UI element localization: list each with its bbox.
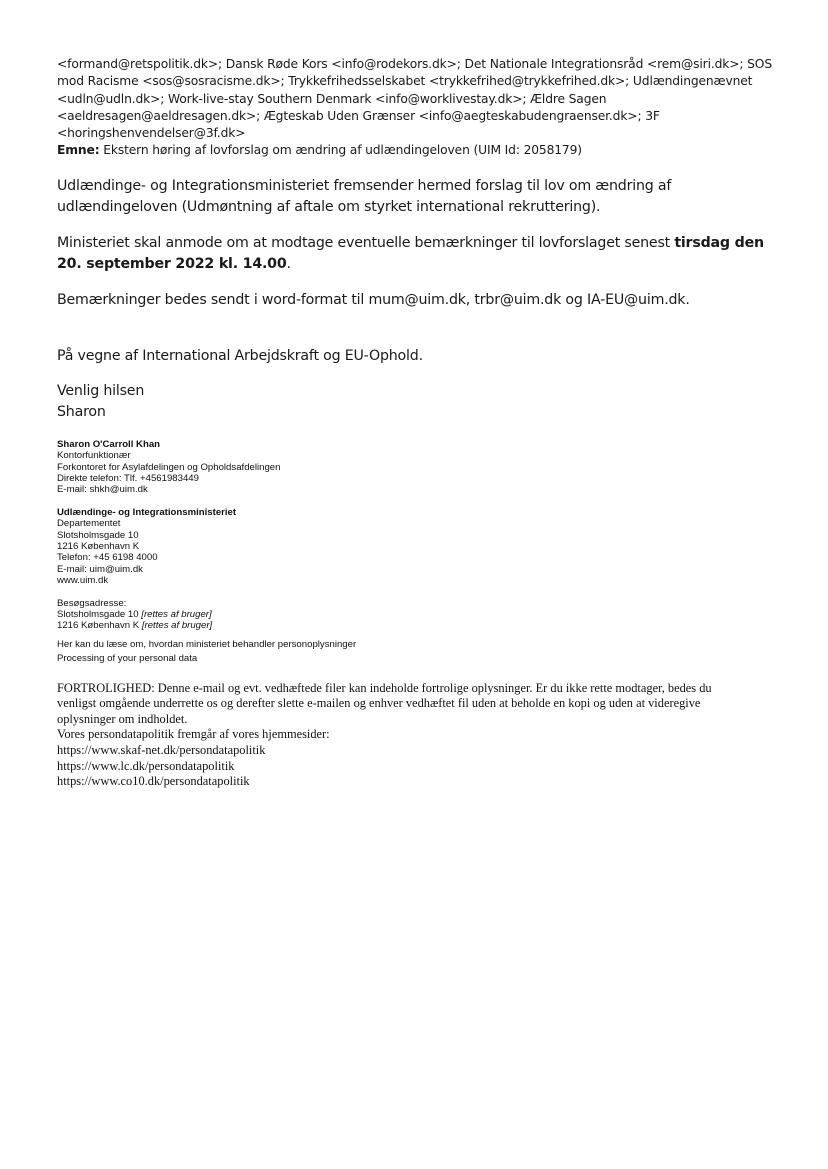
visit-city-note: [rettes af bruger]: [141, 620, 213, 632]
organization-email: E-mail: uim@uim.dk: [57, 563, 143, 575]
deadline-date: tirsdag den 20. september 2022 kl. 14.00: [57, 234, 764, 273]
visit-street-note: [rettes af bruger]: [141, 609, 212, 621]
organization-website: www.uim.dk: [57, 575, 109, 587]
subject-line: [57, 142, 777, 159]
visit-city-text: 1216 København K: [57, 620, 140, 632]
organization-department: Departementet: [57, 518, 121, 530]
deadline-suffix: .: [286, 256, 291, 273]
visit-address-street: [57, 609, 777, 620]
legal-line: FORTROLIGHED: Denne e-mail og evt. vedhæftede filer kan indeholde fortrolige oplysninger. Er du ikke rette modtager, bedes du: [57, 680, 712, 695]
deadline-intro: Ministeriet skal anmode om at modtage eventuelle bemærkninger til lovforslaget senest: [57, 234, 675, 251]
email-header: [57, 56, 777, 160]
signature-direct-phone: Direkte telefon: Tlf. +4561983449: [57, 473, 199, 484]
signature-name: Sharon O'Carroll Khan: [57, 438, 161, 450]
email-document: [57, 56, 777, 790]
signature-email: E-mail: shkh@uim.dk: [57, 484, 148, 496]
organization-street: Slotsholmsgade 10: [57, 529, 139, 541]
subject-value: Ekstern høring af lovforslag om ændring af udlændingeloven (UIM Id: 2058179): [103, 143, 582, 158]
organization-name: Udlændinge- og Integrationsministeriet: [57, 506, 237, 518]
organization-city: 1216 København K: [57, 541, 140, 553]
privacy-policy-link[interactable]: https://www.co10.dk/persondatapolitik: [57, 774, 250, 789]
recipients-line: <aeldresagen@aeldresagen.dk>; Ægteskab Uden Grænser <info@aegteskabudengraenser.dk>; 3F: [57, 108, 660, 123]
confidentiality-notice: [57, 681, 777, 790]
legal-line: Vores persondatapolitik fremgår af vores hjemmesider:: [57, 727, 330, 742]
on-behalf-line: På vegne af International Arbejdskraft og EU-Ophold.: [57, 348, 423, 365]
privacy-link-danish[interactable]: Her kan du læse om, hvordan ministeriet behandler personoplysninger: [57, 638, 357, 650]
organization-phone: Telefon: +45 6198 4000: [57, 552, 158, 564]
recipients-line: <horingshenvendelser@3f.dk>: [57, 126, 246, 141]
visit-address-city: [57, 620, 777, 631]
body-paragraph-3: Bemærkninger bedes sendt i word-format til mum@uim.dk, trbr@uim.dk og IA-EU@uim.dk.: [57, 291, 690, 308]
privacy-policy-link[interactable]: https://www.skaf-net.dk/persondatapolitik: [57, 743, 266, 758]
signature-office: Forkontoret for Asylafdelingen og Opholdsafdelingen: [57, 461, 281, 473]
closing-greeting: Venlig hilsen: [57, 382, 145, 399]
signature-title: Kontorfunktionær: [57, 450, 131, 462]
email-signature: [57, 439, 777, 665]
subject-label: Emne:: [57, 143, 100, 158]
sender-first-name: Sharon: [57, 404, 106, 421]
visit-street-text: Slotsholmsgade 10: [57, 609, 139, 621]
recipients-line: <udln@udln.dk>; Work-live-stay Southern Denmark <info@worklivestay.dk>; Ældre Sagen: [57, 91, 607, 106]
privacy-policy-link[interactable]: https://www.lc.dk/persondatapolitik: [57, 758, 235, 773]
legal-line: venligst omgående underrette os og derefter slette e-mailen og enhver vedhæftet fil uden at beholde en kopi og uden at videregive: [57, 696, 701, 711]
privacy-link-english[interactable]: Processing of your personal data: [57, 653, 198, 665]
body-paragraph-1: Udlændinge- og Integrationsministeriet fremsender hermed forslag til lov om ændring af udlændingeloven (Udmøntning af aftale om styrket international rekruttering).: [57, 177, 672, 216]
recipients-line: mod Racisme <sos@sosracisme.dk>; Trykkefrihedsselskabet <trykkefrihed@trykkefrihed.dk>; Udlændingenævnet: [57, 74, 753, 89]
legal-line: oplysninger om indholdet.: [57, 711, 188, 726]
email-body: [57, 176, 777, 424]
visit-address-label: Besøgsadresse:: [57, 597, 127, 609]
body-paragraph-2: [57, 233, 777, 276]
recipients-line: <formand@retspolitik.dk>; Dansk Røde Kors <info@rodekors.dk>; Det Nationale Integrationsråd <rem@siri.dk>; SOS: [57, 57, 772, 71]
